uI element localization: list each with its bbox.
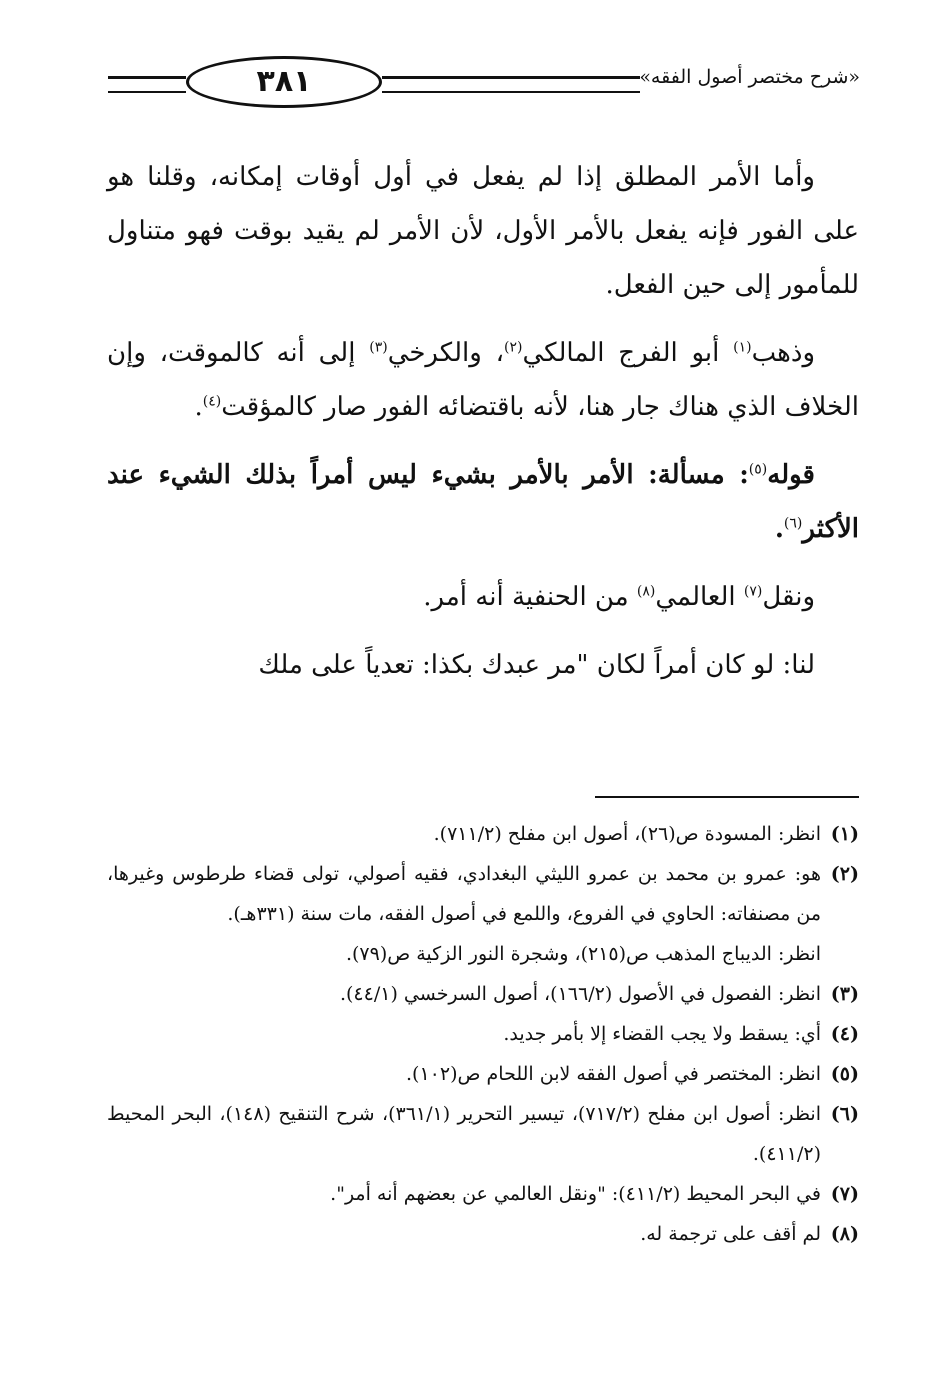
footnote-text: انظر: الفصول في الأصول (١٦٦/٢)، أصول السرخسي (٤٤/١). [339,983,821,1005]
paragraph-4 [107,570,859,624]
footnote-number: (٨) [830,1223,859,1245]
p4-text-1: ونقل [762,582,815,612]
footnote-1 [107,814,859,854]
footnote-text: في البحر المحيط (٤١١/٢): "ونقل العالمي عن بعضهم أنه أمر". [330,1183,821,1205]
footnote-marker-2[interactable]: (٢) [504,339,523,356]
footnote-marker-1[interactable]: (١) [733,339,752,356]
footnote-marker-3[interactable]: (٣) [369,339,388,356]
header-rule-left [108,76,186,93]
p4-text-2: العالمي [655,582,744,612]
p2-text-1: وذهب [751,338,815,368]
footnote-marker-8[interactable]: (٨) [636,583,656,600]
paragraph-5: لنا: لو كان أمراً لكان "مر عبدك بكذا: تعدياً على ملك [258,650,815,680]
paragraph-1: وأما الأمر المطلق إذا لم يفعل في أول أوقات إمكانه، وقلنا هو على الفور فإنه يفعل بالأمر الأول، لأن الأمر لم يقيد بوقت فهو متناول للمأمور إلى حين الفعل. [107,162,859,300]
footnote-text: لم أقف على ترجمة له. [640,1223,821,1245]
footnote-7 [107,1174,859,1214]
p3-text-1: قوله [767,460,815,490]
footnote-2 [107,854,859,934]
paragraph-2 [107,326,859,434]
p2-text-3: ، والكرخي [387,338,504,368]
p3-text-3: . [774,514,784,544]
footnote-separator [595,796,859,798]
p2-text-4: إلى أنه كالموقت، وإن الخلاف الذي هناك جار هنا، لأنه باقتضائه الفور صار كالمؤقت [107,338,859,422]
footnote-text: هو: عمرو بن محمد بن عمرو الليثي البغدادي، فقيه أصولي، تولى قضاء طرطوس وغيرها، من مصنفاته: الحاوي في الفروع، واللمع في أصول الفقه، مات سنة (٣٣١هـ). [107,863,821,925]
footnote-marker-6[interactable]: (٦) [783,515,803,532]
p4-text-3: من الحنفية أنه أمر. [423,582,637,612]
footnote-marker-7[interactable]: (٧) [743,583,763,600]
p2-text-5: . [194,392,203,422]
footnote-2-sources: انظر: الديباج المذهب ص(٢١٥)، وشجرة النور الزكية ص(٧٩). [345,943,821,965]
footnote-number: (٦) [830,1103,859,1125]
footnotes [107,814,859,1254]
page-header [108,52,860,112]
footnote-3 [107,974,859,1014]
footnote-text: انظر: المختصر في أصول الفقه لابن اللحام ص(١٠٢). [406,1063,821,1085]
footnote-number: (٢) [830,863,859,885]
footnote-marker-5[interactable]: (٥) [748,461,768,478]
footnote-text: انظر: أصول ابن مفلح (٧١٧/٢)، تيسير التحرير (٣٦١/١)، شرح التنقيح (١٤٨)، البحر المحيط (٤١١/٢). [107,1103,822,1165]
footnote-marker-4[interactable]: (٤) [202,393,222,410]
running-title: «شرح مختصر أصول الفقه» [639,66,860,88]
footnote-number: (٧) [830,1183,859,1205]
footnote-number: (٤) [830,1023,859,1045]
footnote-text: انظر: المسودة ص(٢٦)، أصول ابن مفلح (٧١١/٢). [433,823,821,845]
footnote-number: (٥) [830,1063,859,1085]
footnote-8 [107,1214,859,1254]
main-text [107,150,859,692]
p3-text-2: : مسألة: الأمر بالأمر بشيء ليس أمراً بذلك الشيء عند الأكثر [107,460,859,544]
footnote-number: (٣) [830,983,859,1005]
paragraph-3 [107,448,859,556]
footnote-6 [107,1094,859,1174]
footnote-number: (١) [830,823,859,845]
footnote-4 [107,1014,859,1054]
p2-text-2: أبو الفرج المالكي [522,338,734,368]
page-number: ٣٨١ [186,56,382,108]
footnote-5 [107,1054,859,1094]
header-rule-right [382,76,640,93]
footnote-text: أي: يسقط ولا يجب القضاء إلا بأمر جديد. [503,1023,821,1045]
